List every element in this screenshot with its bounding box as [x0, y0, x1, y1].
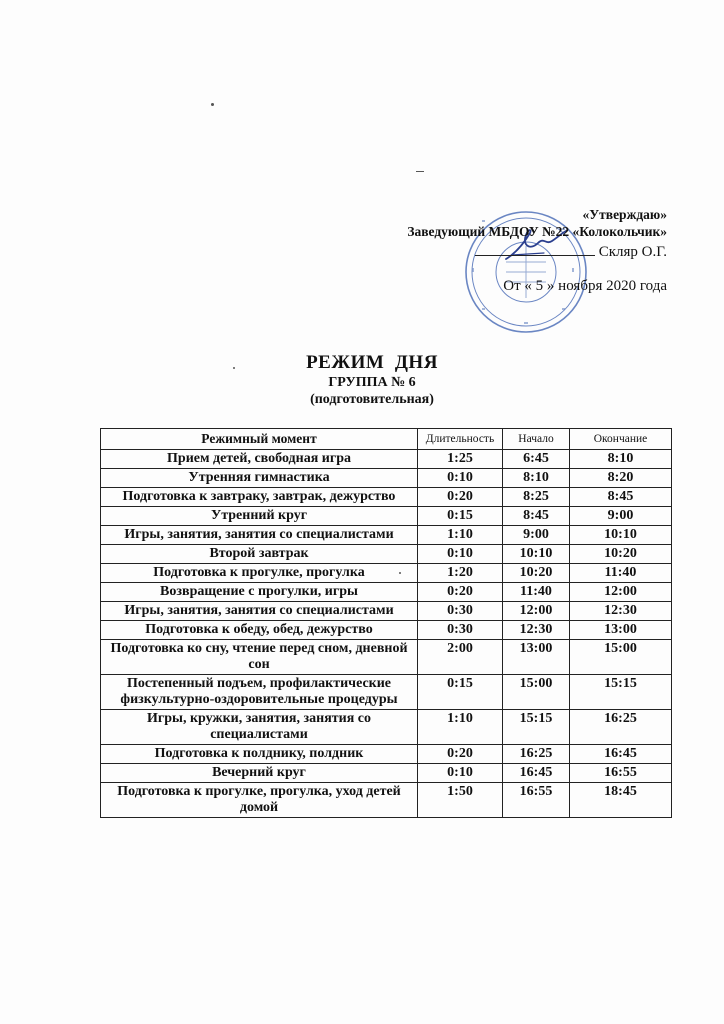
- signature-line: [287, 241, 667, 262]
- cell-end: 16:55: [570, 764, 672, 783]
- cell-end: 9:00: [570, 507, 672, 526]
- cell-moment: Подготовка к обеду, обед, дежурство: [101, 621, 418, 640]
- cell-duration: 0:30: [418, 602, 503, 621]
- cell-moment: Подготовка к завтраку, завтрак, дежурство: [101, 488, 418, 507]
- cell-start: 6:45: [503, 450, 570, 469]
- cell-end: 11:40: [570, 564, 672, 583]
- cell-start: 10:20: [503, 564, 570, 583]
- approval-block: [287, 206, 667, 296]
- cell-start: 13:00: [503, 640, 570, 675]
- cell-end: 12:00: [570, 583, 672, 602]
- cell-moment: Утренняя гимнастика: [101, 469, 418, 488]
- cell-end: 12:30: [570, 602, 672, 621]
- cell-end: 16:25: [570, 710, 672, 745]
- cell-moment: Второй завтрак: [101, 545, 418, 564]
- cell-duration: 2:00: [418, 640, 503, 675]
- cell-start: 15:00: [503, 675, 570, 710]
- approver-position: Заведующий МБДОУ №22 «Колокольчик»: [407, 224, 667, 239]
- cell-start: 8:45: [503, 507, 570, 526]
- cell-end: 18:45: [570, 783, 672, 818]
- table-row: [101, 621, 672, 640]
- cell-moment: Подготовка ко сну, чтение перед сном, дневной сон: [101, 640, 418, 675]
- cell-duration: 0:30: [418, 621, 503, 640]
- cell-start: 11:40: [503, 583, 570, 602]
- header-start: Начало: [503, 429, 570, 450]
- cell-start: 16:25: [503, 745, 570, 764]
- cell-duration: 0:10: [418, 764, 503, 783]
- table-header-row: [101, 429, 672, 450]
- table-row: [101, 564, 672, 583]
- cell-duration: 0:10: [418, 469, 503, 488]
- table-row: [101, 488, 672, 507]
- cell-start: 8:10: [503, 469, 570, 488]
- table-row: [101, 450, 672, 469]
- group-title: ГРУППА № 6: [328, 375, 416, 390]
- cell-duration: 0:20: [418, 745, 503, 764]
- table-row: [101, 469, 672, 488]
- cell-duration: 1:50: [418, 783, 503, 818]
- cell-end: 8:10: [570, 450, 672, 469]
- table-row: [101, 764, 672, 783]
- table-row: [101, 710, 672, 745]
- cell-end: 15:00: [570, 640, 672, 675]
- cell-moment: Игры, кружки, занятия, занятия со специалистами: [101, 710, 418, 745]
- header-duration: Длительность: [418, 429, 503, 450]
- approve-label: «Утверждаю»: [582, 207, 667, 222]
- table-row: [101, 783, 672, 818]
- cell-moment: Игры, занятия, занятия со специалистами: [101, 526, 418, 545]
- table-row: [101, 507, 672, 526]
- cell-duration: 0:20: [418, 488, 503, 507]
- cell-start: 9:00: [503, 526, 570, 545]
- cell-moment: Подготовка к прогулке, прогулка: [101, 564, 418, 583]
- cell-start: 15:15: [503, 710, 570, 745]
- cell-end: 13:00: [570, 621, 672, 640]
- page-title: РЕЖИМ ДНЯ: [306, 352, 438, 373]
- cell-start: 10:10: [503, 545, 570, 564]
- cell-moment: Прием детей, свободная игра: [101, 450, 418, 469]
- header-moment: Режимный момент: [101, 429, 418, 450]
- scan-speck: [211, 103, 214, 106]
- cell-moment: Вечерний круг: [101, 764, 418, 783]
- schedule-table: [100, 428, 672, 818]
- header-end: Окончание: [570, 429, 672, 450]
- cell-duration: 1:20: [418, 564, 503, 583]
- table-row: [101, 602, 672, 621]
- signature-underline: [475, 241, 595, 256]
- cell-start: 12:30: [503, 621, 570, 640]
- cell-start: 16:45: [503, 764, 570, 783]
- cell-moment: Утренний круг: [101, 507, 418, 526]
- group-type: (подготовительная): [310, 392, 434, 407]
- approval-date: От « 5 » ноября 2020 года: [503, 278, 667, 294]
- cell-end: 8:45: [570, 488, 672, 507]
- cell-end: 15:15: [570, 675, 672, 710]
- cell-moment: Подготовка к полднику, полдник: [101, 745, 418, 764]
- table-row: [101, 640, 672, 675]
- scan-speck: [416, 171, 424, 172]
- cell-moment: Игры, занятия, занятия со специалистами: [101, 602, 418, 621]
- cell-duration: 1:10: [418, 526, 503, 545]
- cell-duration: 0:15: [418, 507, 503, 526]
- cell-duration: 0:15: [418, 675, 503, 710]
- signer-name: Скляр О.Г.: [598, 244, 667, 260]
- cell-duration: 1:25: [418, 450, 503, 469]
- cell-moment: Подготовка к прогулке, прогулка, уход детей домой: [101, 783, 418, 818]
- table-row: [101, 526, 672, 545]
- cell-moment: Возвращение с прогулки, игры: [101, 583, 418, 602]
- table-row: [101, 583, 672, 602]
- cell-end: 16:45: [570, 745, 672, 764]
- cell-end: 8:20: [570, 469, 672, 488]
- table-row: [101, 545, 672, 564]
- document-heading: [0, 352, 724, 408]
- table-row: [101, 745, 672, 764]
- cell-moment: Постепенный подъем, профилактические физкультурно-оздоровительные процедуры: [101, 675, 418, 710]
- cell-end: 10:10: [570, 526, 672, 545]
- cell-end: 10:20: [570, 545, 672, 564]
- cell-start: 16:55: [503, 783, 570, 818]
- cell-duration: 0:10: [418, 545, 503, 564]
- cell-start: 8:25: [503, 488, 570, 507]
- cell-duration: 0:20: [418, 583, 503, 602]
- table-row: [101, 675, 672, 710]
- cell-duration: 1:10: [418, 710, 503, 745]
- cell-start: 12:00: [503, 602, 570, 621]
